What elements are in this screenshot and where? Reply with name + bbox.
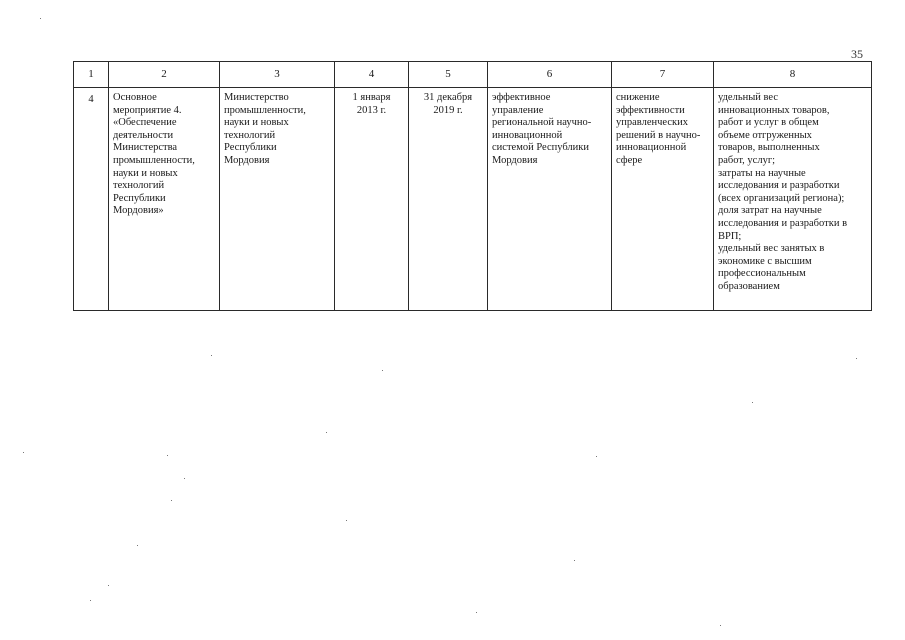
header-cell-6: 6 — [488, 62, 612, 88]
scan-speck — [90, 600, 91, 601]
indicators-cell — [714, 88, 872, 311]
header-cell-1: 1 — [74, 62, 109, 88]
consequences: снижение эффективности управленческих решений в научно- инновационной сфере — [616, 92, 701, 166]
table-row — [74, 88, 872, 311]
end-date-cell — [409, 88, 488, 311]
scan-speck — [346, 520, 347, 521]
page-number: 35 — [851, 47, 863, 61]
scan-speck — [137, 545, 138, 546]
header-cell-3: 3 — [220, 62, 335, 88]
measures-table — [73, 61, 872, 311]
scan-speck — [574, 560, 575, 561]
header-cell-8: 8 — [714, 62, 872, 88]
indicators: удельный вес инновационных товаров, работ и услуг в общем объеме отгруженных товаров, выполненных работ, услуг; затраты на научные исследования и разработки (всех организаций региона); доля затрат на научные исследования и разработки в ВРП; удельный вес занятых в экономике с высшим профессиональным образованием — [718, 92, 848, 292]
scan-speck — [167, 455, 168, 456]
scan-speck — [326, 432, 327, 433]
scan-speck — [171, 500, 172, 501]
table-header-row — [74, 62, 872, 88]
scan-speck — [720, 625, 721, 626]
scan-speck — [23, 452, 24, 453]
scan-speck — [184, 478, 185, 479]
row-number: 4 — [88, 94, 94, 105]
start-date: 1 января 2013 г. — [352, 92, 391, 116]
row-number-cell — [74, 88, 109, 311]
scan-speck — [596, 456, 597, 457]
executor: Министерство промышленности, науки и новых технологий Республики Мордовия — [224, 92, 306, 166]
expected-result-cell — [488, 88, 612, 311]
expected-result: эффективное управление региональной научно- инновационной системой Республики Мордовия — [492, 92, 592, 166]
scan-speck — [108, 585, 109, 586]
header-cell-2: 2 — [109, 62, 220, 88]
scan-speck — [40, 18, 41, 19]
header-cell-5: 5 — [409, 62, 488, 88]
header-cell-4: 4 — [335, 62, 409, 88]
scan-speck — [211, 355, 212, 356]
measure-name: Основное мероприятие 4. «Обеспечение деятельности Министерства промышленности, науки и новых технологий Республики Мордовия» — [113, 92, 195, 217]
measure-name-cell — [109, 88, 220, 311]
start-date-cell — [335, 88, 409, 311]
scan-speck — [476, 612, 477, 613]
consequences-cell — [612, 88, 714, 311]
scan-speck — [752, 402, 753, 403]
scan-speck — [382, 370, 383, 371]
executor-cell — [220, 88, 335, 311]
end-date: 31 декабря 2019 г. — [423, 92, 473, 116]
header-cell-7: 7 — [612, 62, 714, 88]
scan-speck — [856, 358, 857, 359]
